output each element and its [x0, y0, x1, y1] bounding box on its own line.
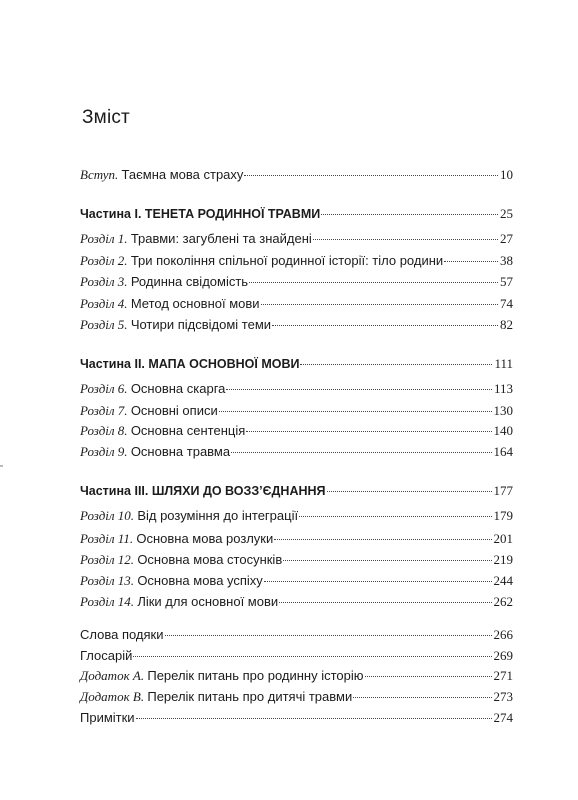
toc-entry-title [80, 252, 443, 270]
toc-entry-title [80, 273, 248, 291]
toc-page-number: 57 [500, 274, 513, 289]
toc-entry [80, 593, 513, 611]
toc-entry [80, 572, 513, 590]
toc-dot-leader [300, 364, 492, 365]
toc-entry-text: Травми: загублені та знайдені [130, 231, 312, 246]
toc-dot-leader [321, 214, 498, 215]
toc-entry-prefix: Розділ 3. [80, 274, 128, 289]
toc-entry-prefix: Розділ 5. [80, 317, 128, 332]
toc-entry-prefix: Додаток А. [80, 668, 145, 683]
toc-entry-text: Родинна свідомість [130, 274, 249, 289]
toc-entry [80, 252, 513, 270]
toc-page-number: 140 [493, 423, 513, 438]
toc-entry [80, 273, 513, 291]
toc-entry-title [80, 402, 218, 420]
toc-entry-text: Таємна мова страху [121, 167, 244, 182]
toc-page-number: 274 [493, 710, 513, 725]
toc-entry-title [80, 551, 282, 569]
toc-page-number: 269 [493, 648, 513, 663]
toc-entry-prefix: Вступ. [80, 167, 119, 182]
toc-page-number: 201 [493, 531, 513, 546]
toc-entry-title [80, 230, 312, 248]
toc-dot-leader [226, 389, 492, 390]
toc-page-number: 27 [500, 231, 513, 246]
toc-page-number: 266 [493, 627, 513, 642]
toc-entry-title [80, 482, 326, 500]
toc-entry-text: Основна травма [130, 444, 231, 459]
toc-entry-prefix: Розділ 7. [80, 403, 128, 418]
toc-entry-title [80, 667, 364, 685]
toc-entry-title [80, 380, 225, 398]
toc-entry-prefix: Розділ 10. [80, 508, 135, 523]
toc-entry [80, 709, 513, 727]
toc-entry-title [80, 572, 263, 590]
toc-dot-leader [365, 676, 492, 677]
scan-artifact [0, 465, 3, 467]
toc-entry-title [80, 593, 278, 611]
page-title: Зміст [82, 107, 130, 128]
toc-entry [80, 647, 513, 665]
toc-entry-text: Основні описи [130, 403, 218, 418]
toc-entry-prefix: Розділ 4. [80, 296, 128, 311]
toc-entry [80, 230, 513, 248]
toc-dot-leader [244, 175, 498, 176]
toc-entry-title [80, 316, 271, 334]
toc-dot-leader [272, 325, 498, 326]
toc-entry-prefix: Розділ 9. [80, 444, 128, 459]
toc-dot-leader [219, 411, 492, 412]
toc-entry-text: Перелік питань про родинну історію [147, 668, 364, 683]
toc-page-number: 164 [493, 444, 513, 459]
toc-page-number: 25 [500, 206, 513, 221]
toc-part-entry [80, 355, 513, 373]
toc-entry-text: Глосарій [80, 648, 133, 663]
toc-entry-title [80, 709, 135, 727]
toc-entry-title [80, 507, 298, 525]
toc-page-number: 113 [493, 381, 513, 396]
toc-dot-leader [313, 239, 498, 240]
toc-entry [80, 402, 513, 420]
toc-entry-text: Частина ІІІ. ШЛЯХИ ДО ВОЗЗ’ЄДНАННЯ [80, 484, 326, 498]
toc-dot-leader [264, 581, 492, 582]
toc-entry [80, 507, 513, 525]
toc-dot-leader [261, 304, 498, 305]
toc-page-number: 111 [494, 356, 513, 371]
toc-entry-text: Ліки для основної мови [137, 594, 279, 609]
toc-entry-text: Основна скарга [130, 381, 226, 396]
toc-entry [80, 316, 513, 334]
toc-entry-title [80, 355, 299, 373]
toc-page-number: 244 [493, 573, 513, 588]
toc-dot-leader [327, 491, 492, 492]
toc-page-number: 74 [500, 296, 513, 311]
toc-entry [80, 295, 513, 313]
toc-entry-prefix: Розділ 8. [80, 423, 128, 438]
toc-entry-text: Основна мова успіху [137, 573, 263, 588]
toc-entry [80, 422, 513, 440]
toc-page-number: 271 [493, 668, 513, 683]
toc-page-number: 10 [500, 167, 513, 182]
toc-entry-text: Перелік питань про дитячі травми [147, 689, 353, 704]
toc-dot-leader [136, 718, 492, 719]
toc-entry-text: Примітки [80, 710, 135, 725]
toc-page-number: 179 [493, 508, 513, 523]
toc-entry-title [80, 205, 320, 223]
toc-entry-prefix: Розділ 2. [80, 253, 128, 268]
toc-entry-title [80, 530, 273, 548]
toc-dot-leader [133, 656, 491, 657]
toc-entry [80, 166, 513, 184]
toc-entry-prefix: Розділ 11. [80, 531, 134, 546]
toc-entry [80, 551, 513, 569]
toc-entry-text: Основна мова розлуки [136, 531, 274, 546]
toc-entry-title [80, 422, 245, 440]
toc-page-number: 262 [493, 594, 513, 609]
toc-entry-prefix: Розділ 14. [80, 594, 135, 609]
toc-entry-title [80, 626, 164, 644]
toc-entry-text: Від розуміння до інтеграції [137, 508, 299, 523]
toc-dot-leader [279, 602, 491, 603]
toc-dot-leader [444, 261, 498, 262]
toc-dot-leader [246, 431, 491, 432]
toc-entry-prefix: Розділ 1. [80, 231, 128, 246]
toc-entry-prefix: Розділ 12. [80, 552, 135, 567]
toc-entry [80, 530, 513, 548]
toc-entry-text: Метод основної мови [130, 296, 260, 311]
toc-entry-text: Частина І. ТЕНЕТА РОДИННОЇ ТРАВМИ [80, 207, 321, 221]
toc-entry-text: Основна сентенція [130, 423, 246, 438]
toc-entry-title [80, 443, 230, 461]
toc-page-number: 130 [493, 403, 513, 418]
toc-entry-text: Чотири підсвідомі теми [130, 317, 272, 332]
toc-entry-prefix: Додаток В. [80, 689, 145, 704]
toc-entry-text: Три покоління спільної родинної історії: тіло родини [130, 253, 444, 268]
toc-entry-title [80, 166, 243, 184]
toc-entry-text: Основна мова стосунків [137, 552, 283, 567]
toc-page-number: 177 [493, 483, 513, 498]
toc-entry [80, 380, 513, 398]
toc-dot-leader [249, 282, 498, 283]
toc-dot-leader [299, 516, 491, 517]
toc-dot-leader [353, 697, 491, 698]
toc-part-entry [80, 205, 513, 223]
toc-dot-leader [274, 539, 491, 540]
toc-page-number: 219 [493, 552, 513, 567]
toc-page-number: 38 [500, 253, 513, 268]
toc-entry-prefix: Розділ 13. [80, 573, 135, 588]
toc-entry [80, 688, 513, 706]
toc-dot-leader [165, 635, 492, 636]
toc-dot-leader [231, 452, 491, 453]
toc-page-number: 82 [500, 317, 513, 332]
toc-entry-title [80, 688, 352, 706]
toc-entry-text: Частина ІІ. МАПА ОСНОВНОЇ МОВИ [80, 357, 300, 371]
toc-entry-text: Слова подяки [80, 627, 164, 642]
toc-dot-leader [283, 560, 491, 561]
toc-entry [80, 443, 513, 461]
toc-part-entry [80, 482, 513, 500]
toc-entry-title [80, 295, 260, 313]
toc-entry [80, 667, 513, 685]
toc-entry [80, 626, 513, 644]
toc-entry-prefix: Розділ 6. [80, 381, 128, 396]
toc-entry-title [80, 647, 132, 665]
toc-page-number: 273 [493, 689, 513, 704]
